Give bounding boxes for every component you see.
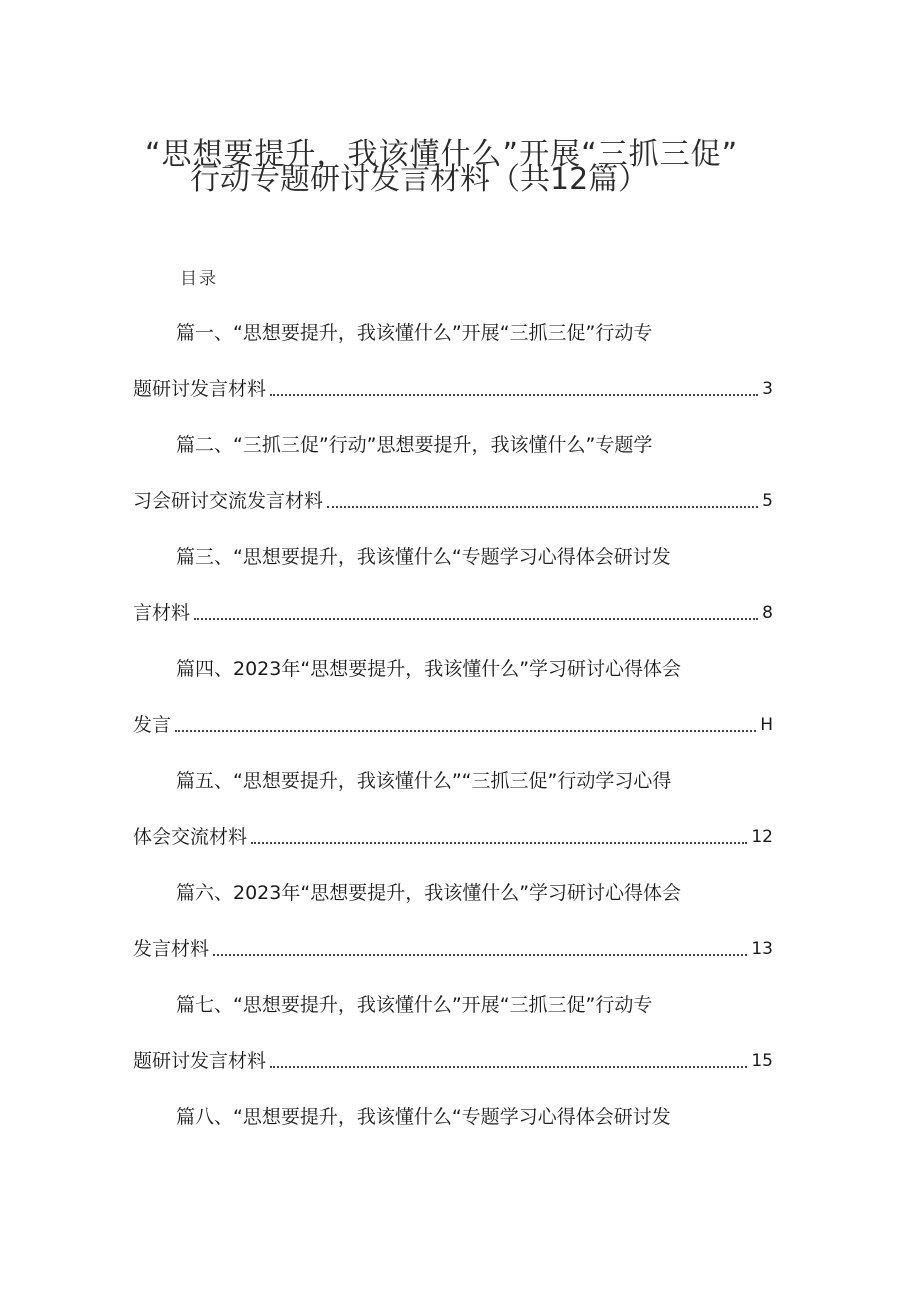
toc-entry-3-line-1[interactable]: 篇三、“思想要提升，我该懂什么“专题学习心得体会研讨发 [176, 546, 671, 568]
dot-leader [270, 1066, 747, 1068]
toc-entry-1-line-2[interactable] [133, 376, 773, 402]
toc-heading: 目录 [180, 269, 218, 289]
toc-entry-6-line-1[interactable]: 篇六、2023年“思想要提升，我该懂什么”学习研讨心得体会 [176, 882, 682, 904]
toc-entry-text: 题研讨发言材料 [133, 1050, 267, 1072]
toc-entry-2-line-1[interactable]: 篇二、“三抓三促”行动”思想要提升，我该懂什么”专题学 [176, 434, 653, 456]
toc-entry-text: 言材料 [133, 602, 191, 624]
toc-entry-4-line-2[interactable] [133, 712, 773, 738]
toc-page-number: H [760, 715, 773, 735]
toc-entry-5-line-1[interactable]: 篇五、“思想要提升，我该懂什么”“三抓三促”行动学习心得 [176, 770, 672, 792]
dot-leader [327, 506, 758, 508]
toc-entry-5-line-2[interactable] [133, 824, 773, 850]
toc-page-number: 8 [762, 603, 773, 623]
toc-entry-text: 题研讨发言材料 [133, 378, 267, 400]
dot-leader [251, 842, 747, 844]
document-title-line-2: 行动专题研讨发言材料（共12篇） [190, 162, 649, 197]
toc-page-number: 5 [762, 491, 773, 511]
toc-page-number: 3 [762, 379, 773, 399]
toc-page-number: 12 [751, 827, 773, 847]
toc-entry-text: 体会交流材料 [133, 826, 248, 848]
toc-entry-text: 发言 [133, 714, 172, 736]
dot-leader [175, 730, 756, 732]
dot-leader [194, 618, 758, 620]
toc-entry-2-line-2[interactable] [133, 488, 773, 514]
toc-entry-8-line-1[interactable]: 篇八、“思想要提升，我该懂什么“专题学习心得体会研讨发 [176, 1106, 671, 1128]
toc-entry-1-line-1[interactable]: 篇一、“思想要提升，我该懂什么”开展“三抓三促”行动专 [176, 322, 653, 344]
toc-page-number: 15 [751, 1051, 773, 1071]
dot-leader [213, 954, 747, 956]
toc-entry-text: 习会研讨交流发言材料 [133, 490, 324, 512]
document-title-line-1: “思想要提升，我该懂什么”开展“三抓三促” [145, 137, 739, 172]
toc-entry-4-line-1[interactable]: 篇四、2023年“思想要提升，我该懂什么”学习研讨心得体会 [176, 658, 682, 680]
toc-entry-7-line-1[interactable]: 篇七、“思想要提升，我该懂什么”开展“三抓三促”行动专 [176, 994, 653, 1016]
dot-leader [270, 394, 758, 396]
toc-entry-text: 发言材料 [133, 938, 210, 960]
toc-entry-6-line-2[interactable] [133, 936, 773, 962]
toc-page-number: 13 [751, 939, 773, 959]
toc-entry-3-line-2[interactable] [133, 600, 773, 626]
toc-entry-7-line-2[interactable] [133, 1048, 773, 1074]
